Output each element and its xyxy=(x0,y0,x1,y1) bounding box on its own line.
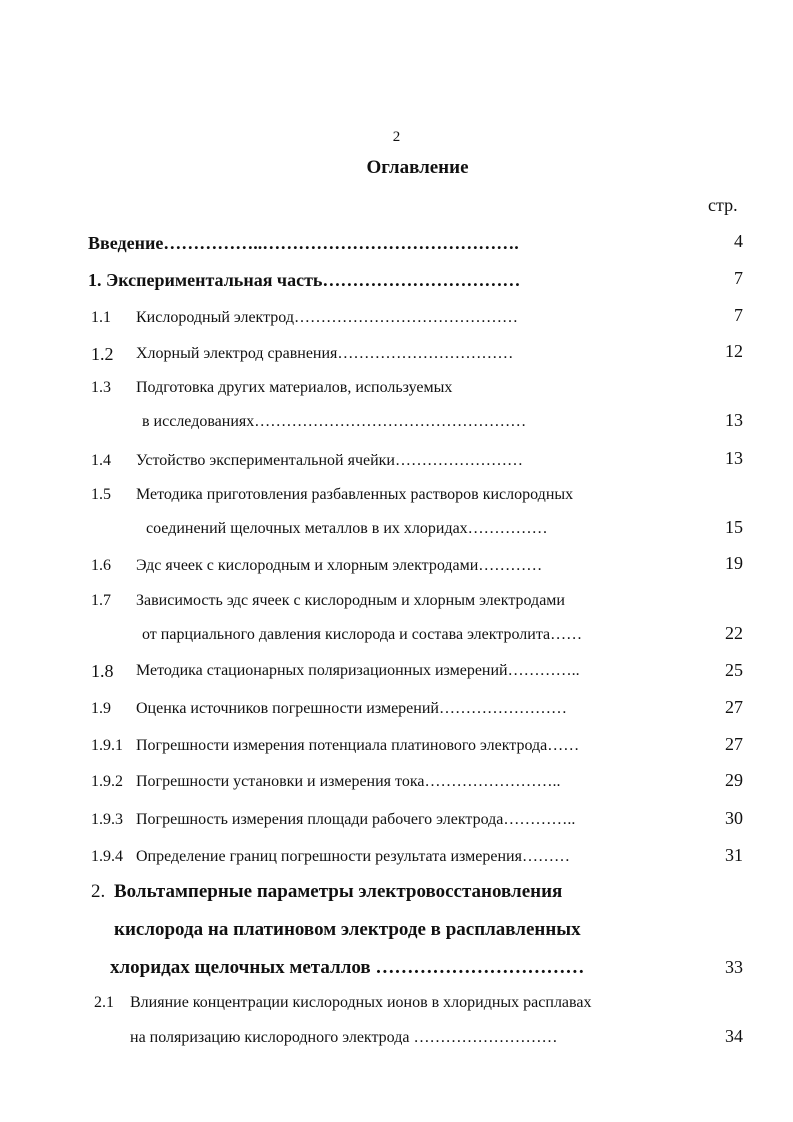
toc-page: 12 xyxy=(725,341,743,361)
toc-page: 31 xyxy=(725,845,743,865)
page-number: 2 xyxy=(392,129,401,145)
toc-entry-2-1-cont: на поляризацию кислородного электрода ……………………… xyxy=(130,1029,558,1046)
toc-entry-1-6: Эдс ячеек с кислородным и хлорным электродами………… xyxy=(136,557,543,574)
toc-entry-1-5: Методика приготовления разбавленных растворов кислородных xyxy=(136,486,574,503)
toc-entry-1-9-1: Погрешности измерения потенциала платинового электрода…… xyxy=(136,737,580,754)
toc-number: 1.2 xyxy=(91,344,114,364)
toc-number: 2. xyxy=(91,881,106,902)
toc-number: 1.9.2 xyxy=(91,773,123,790)
toc-page: 22 xyxy=(725,623,743,643)
toc-number: 1.9.1 xyxy=(91,737,123,754)
toc-number: 1.3 xyxy=(91,379,111,396)
toc-page: 25 xyxy=(725,660,743,680)
toc-entry-1-7-cont: от парциального давления кислорода и состава электролита…… xyxy=(142,626,583,643)
toc-number: 1.9.3 xyxy=(91,811,123,828)
toc-entry-1-5-cont: соединений щелочных металлов в их хлоридах…………… xyxy=(146,520,548,537)
toc-page: 7 xyxy=(734,268,743,288)
toc-entry-1-2: Хлорный электрод сравнения…………………………… xyxy=(136,345,514,362)
toc-entry-1-3-cont: в исследованиях…………………………………………… xyxy=(142,413,527,430)
toc-number: 1.7 xyxy=(91,592,111,609)
toc-entry-chapter-2-cont2: хлоридах щелочных металлов …………………………… xyxy=(110,957,585,978)
toc-page: 30 xyxy=(725,808,743,828)
toc-page: 27 xyxy=(725,734,743,754)
toc-page: 34 xyxy=(725,1026,743,1046)
toc-entry-1-4: Устойство экспериментальной ячейки…………………… xyxy=(136,452,523,469)
toc-entry-1-9-4: Определение границ погрешности результата измерения……… xyxy=(136,848,570,865)
toc-number: 1.9 xyxy=(91,700,111,717)
toc-entry-1-1: Кислородный электрод…………………………………… xyxy=(136,309,518,326)
toc-page: 15 xyxy=(725,517,743,537)
toc-entry-1-9: Оценка источников погрешности измерений…………………… xyxy=(136,700,567,717)
page-column-label: стр. xyxy=(708,195,738,215)
toc-number: 2.1 xyxy=(94,994,114,1011)
toc-number: 1.5 xyxy=(91,486,111,503)
toc-number: 1.8 xyxy=(91,661,114,681)
page-title: Оглавление xyxy=(366,157,469,178)
toc-page: 7 xyxy=(734,305,743,325)
toc-entry-chapter-1: 1. Экспериментальная часть…………………………… xyxy=(88,270,521,290)
toc-entry-1-9-3: Погрешность измерения площади рабочего электрода………….. xyxy=(136,811,576,828)
toc-number: 1.6 xyxy=(91,557,111,574)
toc-entry-1-8: Методика стационарных поляризационных измерений………….. xyxy=(136,662,580,679)
toc-page: 4 xyxy=(734,231,743,251)
toc-page: 13 xyxy=(725,448,743,468)
toc-entry-2-1: Влияние концентрации кислородных ионов в хлоридных расплавах xyxy=(130,994,592,1011)
toc-number: 1.9.4 xyxy=(91,848,123,865)
toc-entry-1-9-2: Погрешности установки и измерения тока…………………….. xyxy=(136,773,561,790)
toc-entry-chapter-2-cont: кислорода на платиновом электроде в расплавленных xyxy=(114,919,581,940)
toc-entry-chapter-2: Вольтамперные параметры электровосстановления xyxy=(114,881,563,902)
toc-page: 19 xyxy=(725,553,743,573)
toc-entry-1-7: Зависимость эдс ячеек с кислородным и хлорным электродами xyxy=(136,592,565,609)
toc-entry-intro: Введение……………..……………………………………. xyxy=(88,233,519,253)
toc-page: 29 xyxy=(725,770,743,790)
toc-number: 1.4 xyxy=(91,452,111,469)
toc-number: 1.1 xyxy=(91,309,111,326)
toc-page: 33 xyxy=(725,957,743,977)
toc-page: 27 xyxy=(725,697,743,717)
toc-page: 13 xyxy=(725,410,743,430)
toc-entry-1-3: Подготовка других материалов, используемых xyxy=(136,379,453,396)
